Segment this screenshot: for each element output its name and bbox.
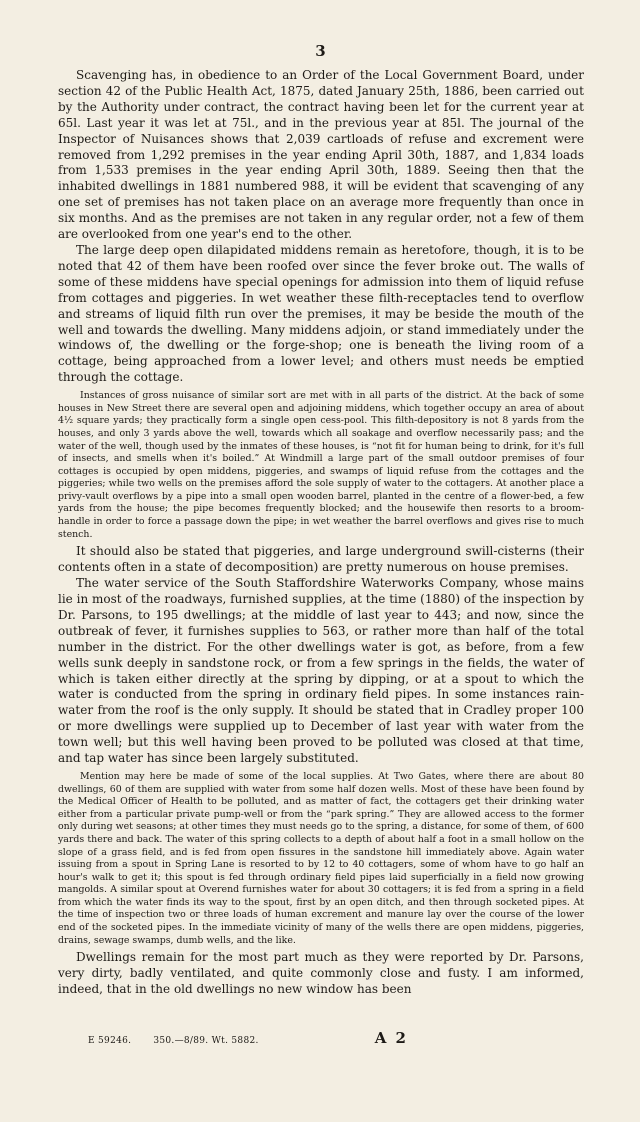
print-info: 350.—8/89. Wt. 5882. bbox=[153, 1036, 259, 1046]
paragraph-local-supplies: Mention may here be made of some of the local supplies. At Two Gates, where there are about 80 dwellings, 60 of them are supplied with water from some half dozen wells. Most of these have been found by the Medical Officer of Health to be polluted, and as matter of fact, the cottagers get their drinking water either from a particular private pump-well or from the “park spring.” They are allowed access to the former only during wet seasons; at other times they must needs go to the spring, a distance, for some of them, of 600 yards there and back. The water of this spring collects to a depth of about half a foot in a small hollow on the slope of a grass field, and is fed from open fissures in the sandstone hill immediately above. Again water issuing from a spout in Spring Lane is resorted to by 12 to 40 cottagers, some of whom have to go half an hour's walk to get it; this spout is fed through ordinary field pipes laid superficially in a field now growing mangolds. A similar spout at Overend furnishes water for about 30 cottagers; it is fed from a spring in a field from which the water finds its way to the spout, first by an open ditch, and then through socketed pipes. At the time of inspection two or three loads of human excrement and manure lay over the course of the lower end of the socketed pipes. In the immediate vicinity of many of the wells there are open middens, piggeries, drains, sewage swamps, dumb wells, and the like. bbox=[58, 770, 584, 946]
page-number: 3 bbox=[315, 42, 327, 60]
page-footer bbox=[88, 1029, 558, 1047]
print-code: E 59246. bbox=[88, 1036, 132, 1046]
paragraph-dwellings: Dwellings remain for the most part much as they were reported by Dr. Parsons, very dirty, badly ventilated, and quite commonly close and fusty. I am informed, indeed, that in the old dwellings no new window has been bbox=[58, 950, 584, 997]
paragraph-nuisance-instances: Instances of gross nuisance of similar sort are met with in all parts of the district. At the back of some houses in New Street there are several open and adjoining middens, which together occupy an area of about 4½ square yards; they practically form a single open cess-pool. This filth-depository is not 8 yards from the houses, and only 3 yards above the well, towards which all soakage and overflow necessarily pass; and the water of the well, though used by the inmates of these houses, is “not fit for human being to drink, for it's full of insects, and smells when it's boiled.” At Windmill a large part of the small outdoor premises of four cottages is occupied by open middens, piggeries, and swamps of liquid refuse from the cottages and the piggeries; while two wells on the premises afford the sole supply of water to the cottagers. At another place a privy-vault overflows by a pipe into a small open wooden barrel, planted in the centre of a flower-bed, a few yards from the house; the pipe becomes frequently blocked; and the housewife then resorts to a broom-handle in order to force a passage down the pipe; in wet weather the barrel overflows and gives rise to much stench. bbox=[58, 390, 584, 540]
paragraph-middens: The large deep open dilapidated middens remain as heretofore, though, it is to be noted that 42 of them have been roofed over since the fever broke out. The walls of some of these middens have special openings for admission into them of liquid refuse from cottages and piggeries. In wet weather these filth-receptacles tend to overflow and streams of liquid filth run over the premises, it may be beside the mouth of the well and towards the dwelling. Many middens adjoin, or stand immediately under the windows of, the dwelling or the forge-shop; one is beneath the living room of a cottage, being approached from a lower level; and others must needs be emptied through the cottage. bbox=[58, 242, 584, 385]
document-page bbox=[58, 42, 584, 998]
paragraph-scavenging: Scavenging has, in obedience to an Order of the Local Government Board, under section 42 of the Public Health Act, 1875, dated January 25th, 1886, been carried out by the Authority under contract, the contract having been let for the current year at 65l. Last year it was let at 75l., and in the previous year at 85l. The journal of the Inspector of Nuisances shows that 2,039 cartloads of refuse and excrement were removed from 1,292 premises in the year ending April 30th, 1887, and 1,834 loads from 1,533 premises in the year ending April 30th, 1889. Seeing then that the inhabited dwellings in 1881 numbered 988, it will be evident that scavenging of any one set of premises has not taken place on an average more frequently than once in six months. And as the premises are not taken in any regular order, not a few of them are overlooked from one year's end to the other. bbox=[58, 68, 584, 242]
paragraph-piggeries: It should also be stated that piggeries, and large underground swill-cisterns (their contents often in a state of decomposition) are pretty numerous on house premises. bbox=[58, 544, 584, 575]
paragraph-water-service: The water service of the South Staffordshire Waterworks Company, whose mains lie in most of the roadways, furnished supplies, at the time (1880) of the inspection by Dr. Parsons, to 195 dwellings; at the middle of last year to 443; and now, since the outbreak of fever, it furnishes supplies to 563, or rather more than half of the total number in the district. For the other dwellings water is got, as before, from a few wells sunk deeply in sandstone rock, or from a few springs in the fields, the water of which is taken either directly at the spring by dipping, or at a spout to which the water is conducted from the spring in ordinary field pipes. In some instances rain-water from the roof is the only supply. It should be stated that in Cradley proper 100 or more dwellings were supplied up to December of last year with water from the town well; but this well having been proved to be polluted was closed at that time, and tap water has since been largely substituted. bbox=[58, 576, 584, 766]
signature-mark: A 2 bbox=[374, 1029, 408, 1047]
